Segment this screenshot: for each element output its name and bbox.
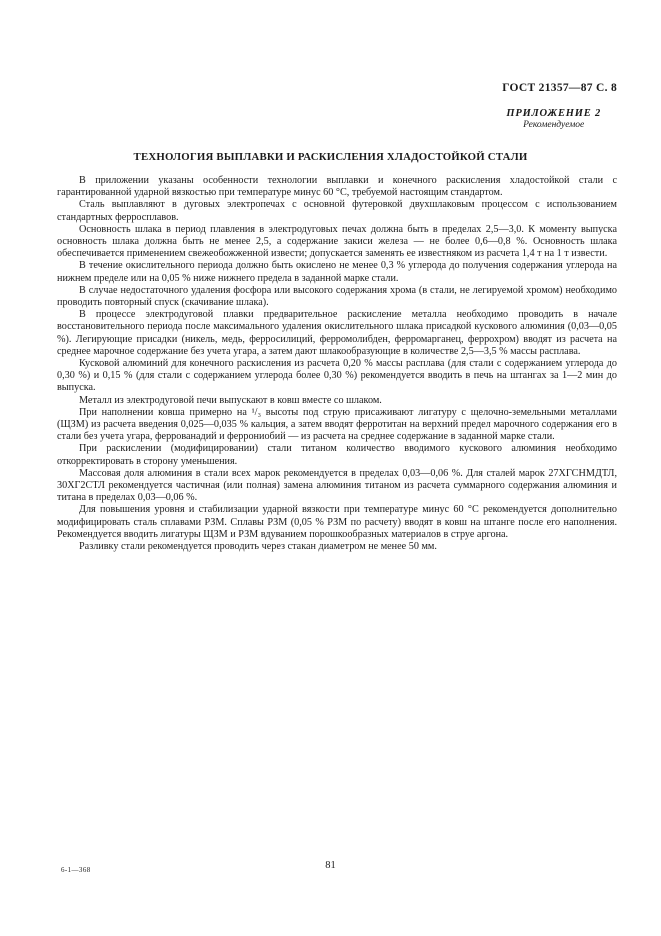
paragraph: Для повышения уровня и стабилизации ударной вязкости при температуре минус 60 °С рекомендуется дополнительно модифицировать сталь сплавами РЗМ. Сплавы РЗМ (0,05 % РЗМ по расчету) вводят в ковш на штанге после его наполнения. Рекомендуется вводить лигатуры ЩЗМ и РЗМ вдуванием порошкообразных материалов в струе аргона.: [57, 504, 617, 540]
document-body: [57, 175, 617, 553]
appendix-block: [506, 108, 601, 130]
paragraph: При раскислении (модифицировании) стали титаном количество вводимого кускового алюминия необходимо откорректировать в сторону уменьшения.: [57, 443, 617, 467]
running-header-gost-ref: ГОСТ 21357—87 С. 8: [502, 82, 617, 94]
paragraph: Сталь выплавляют в дуговых электропечах с основной футеровкой двухшлаковым процессом с использованием стандартных ферросплавов.: [57, 199, 617, 223]
paragraph: В процессе электродуговой плавки предварительное раскисление металла необходимо проводить в начале восстановительного периода после максимального удаления окислительного шлака присадкой кускового алюминия (0,03—0,05 %). Легирующие присадки (никель, медь, ферросилиций, ферромолибден, ферромарганец, феррохром) вводят из расчета на среднее марочное содержание без учета угара, а затем дают шлакообразующие в количестве 2,5—3,5 % массы расплава.: [57, 309, 617, 357]
paragraph: В случае недостаточного удаления фосфора или высокого содержания хрома (в стали, не легируемой хромом) необходимо проводить повторный спуск (скачивание шлака).: [57, 284, 617, 309]
paragraph: Массовая доля алюминия в стали всех марок рекомендуется в пределах 0,03—0,06 %. Для сталей марок 27ХГСНМДТЛ, 30ХГ2СТЛ рекомендуется частичная (или полная) замена алюминия титаном из расчета суммарного содержания алюминия и титана в пределах 0,03—0,06 %.: [57, 467, 617, 504]
paragraph: Кусковой алюминий для конечного раскисления из расчета 0,20 % массы расплава (для стали с содержанием углерода до 0,30 %) и 0,15 % (для стали с содержанием углерода более 0,30 %) рекомендуется вводить в печь на штангах за 1—2 мин до выпуска.: [57, 358, 617, 394]
appendix-label: ПРИЛОЖЕНИЕ 2: [506, 108, 601, 119]
paragraph: Металл из электродуговой печи выпускают в ковш вместе со шлаком.: [79, 394, 382, 406]
page-number: 81: [325, 860, 336, 871]
paragraph: При наполнении ковша примерно на ¹/₃ высоты под струю присаживают лигатуру с щелочно-земельными металлами (ЩЗМ) из расчета введения 0,025—0,035 % кальция, а затем вводят ферротитан на верхний предел марочного содержания его в стали без учета угара, феррованадий и феррониобий — из расчета на среднее содержание в заданной марке стали.: [57, 406, 617, 443]
page-title: ТЕХНОЛОГИЯ ВЫПЛАВКИ И РАСКИСЛЕНИЯ ХЛАДОСТОЙКОЙ СТАЛИ: [133, 151, 528, 163]
paragraph: Разливку стали рекомендуется проводить через стакан диаметром не менее 50 мм.: [79, 541, 437, 553]
print-order-code: 6-1—368: [61, 866, 91, 874]
paragraph: Основность шлака в период плавления в электродуговых печах должна быть в пределах 2,5—3,0. К моменту выпуска основность шлака должна быть не менее 2,5, а содержание закиси железа — не более 0,6—0,8 %. Основность шлака обеспечивается применением свежеобожженной извести; допускается заменять ее известняком из расчета 1,4 т на 1 т извести.: [57, 223, 617, 260]
appendix-note: Рекомендуемое: [523, 120, 585, 130]
paragraph: В течение окислительного периода должно быть окислено не менее 0,3 % углерода до получения содержания углерода на нижнем пределе или на 0,05 % ниже нижнего предела в заданной марке стали.: [57, 260, 617, 284]
paragraph: В приложении указаны особенности технологии выплавки и конечного раскисления хладостойкой стали с гарантированной ударной вязкостью при температуре минус 60 °С, требуемой настоящим стандартом.: [57, 175, 617, 199]
